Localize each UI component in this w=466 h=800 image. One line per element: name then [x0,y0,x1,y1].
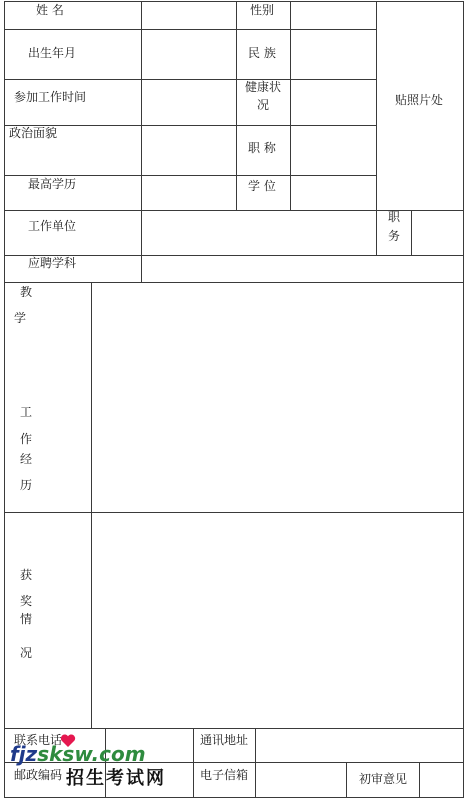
work-start-label: 参加工作时间 [14,90,87,104]
awards-label-char: 获 [20,568,33,582]
title-label: 职 称 [248,141,276,155]
vline [290,1,291,210]
vline [4,1,5,798]
health-label-2: 况 [257,98,270,112]
politics-label: 政治面貌 [9,126,58,140]
hline [4,79,376,80]
ethnicity-label: 民 族 [248,46,276,60]
phone-label: 联系电话 [14,733,63,747]
watermark-domain [10,742,146,766]
watermark-domain-green: sksw [37,742,92,766]
vline [463,1,464,798]
vline [255,728,256,797]
hline [4,797,464,798]
awards-label-char: 情 [20,612,33,626]
address-label: 通讯地址 [200,733,249,747]
education-label: 最高学历 [28,177,77,191]
employer-label: 工作单位 [28,219,77,233]
review-label: 初审意见 [359,772,408,786]
hline [4,175,376,176]
email-label: 电子信箱 [200,768,249,782]
watermark-domain-blue: fjz [10,742,38,766]
watermark-domain-suffix: .com [91,742,146,766]
awards-label-char: 奖 [20,594,33,608]
vline [236,1,237,210]
vline [91,282,92,728]
name-label: 姓 名 [36,3,64,17]
hline [4,282,464,283]
birth-label: 出生年月 [28,46,77,60]
awards-label-char: 况 [20,646,33,660]
postcode-label: 邮政编码 [14,768,63,782]
teaching-label-char: 经 [20,452,33,466]
position-label: 职 [388,210,401,224]
subject-label: 应聘学科 [28,256,77,270]
gender-label: 性别 [250,3,275,17]
hline [4,125,376,126]
vline [346,762,347,797]
health-label: 健康状 [245,80,282,94]
hline [4,1,464,2]
vline [376,1,377,255]
hline [4,728,464,729]
site-watermark-logo [8,742,178,796]
photo-label: 贴照片处 [395,93,444,107]
teaching-label-char: 学 [14,311,27,325]
vline [193,728,194,797]
teaching-label-char: 教 [20,285,33,299]
vline [141,1,142,210]
vline [411,210,412,255]
position-label-2: 务 [388,229,401,243]
vline [141,210,142,282]
vline [419,762,420,797]
hline [4,512,464,513]
watermark-site-name: 招生考试网 [66,768,166,789]
degree-label: 学 位 [248,179,276,193]
hline [4,29,376,30]
teaching-label-char: 历 [20,478,33,492]
teaching-label-char: 作 [20,432,33,446]
teaching-label-char: 工 [20,405,33,419]
